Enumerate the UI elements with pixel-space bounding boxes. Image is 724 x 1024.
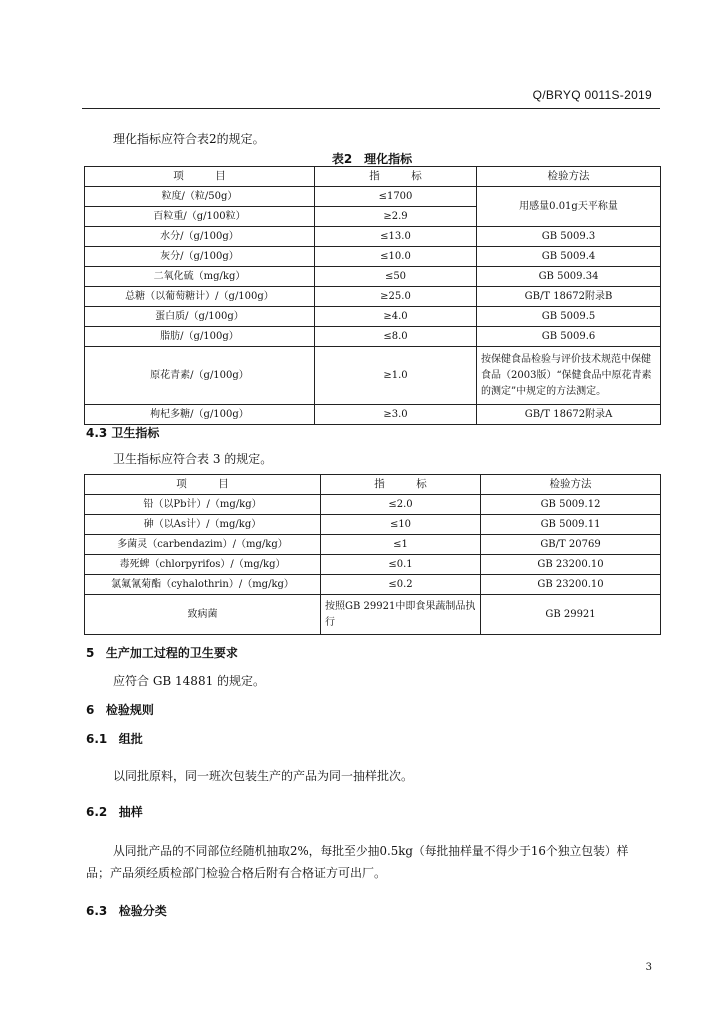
section-6-2-text-line1: 从同批产品的不同部位经随机抽取2%，每批至少抽0.5kg（每批抽样量不得少于16个独立包装）样 bbox=[113, 844, 629, 858]
table3-item: 铅（以Pb计）/（mg/kg） bbox=[85, 495, 321, 515]
table2-value: ≤8.0 bbox=[315, 327, 477, 347]
table-row bbox=[85, 595, 661, 635]
table2-item: 二氧化硫（mg/kg） bbox=[85, 267, 315, 287]
table3-item: 致病菌 bbox=[85, 595, 321, 635]
table2-value: ≥25.0 bbox=[315, 287, 477, 307]
table-row bbox=[85, 307, 661, 327]
table3-col-value: 指 标 bbox=[321, 475, 481, 495]
table2-method: 用感量0.01g天平称量 bbox=[477, 187, 661, 227]
table3-method: GB 29921 bbox=[481, 595, 661, 635]
table2-intro-text: 理化指标应符合表2的规定。 bbox=[113, 132, 265, 146]
table2-value: ≤10.0 bbox=[315, 247, 477, 267]
table3-value: ≤0.2 bbox=[321, 575, 481, 595]
table2-item: 百粒重/（g/100粒） bbox=[85, 207, 315, 227]
table2-item: 水分/（g/100g） bbox=[85, 227, 315, 247]
table3-method: GB 5009.12 bbox=[481, 495, 661, 515]
table2-physicochemical bbox=[84, 166, 661, 425]
table2-method: GB/T 18672附录B bbox=[477, 287, 661, 307]
table2-value: ≤1700 bbox=[315, 187, 477, 207]
table-row bbox=[85, 495, 661, 515]
table3-col-item: 项 目 bbox=[85, 475, 321, 495]
section-6-2-text-line2: 品；产品须经质检部门检验合格后附有合格证方可出厂。 bbox=[86, 866, 387, 880]
table-row bbox=[85, 247, 661, 267]
table2-value: ≤13.0 bbox=[315, 227, 477, 247]
table3-value: ≤1 bbox=[321, 535, 481, 555]
table3-intro-text: 卫生指标应符合表 3 的规定。 bbox=[113, 452, 273, 466]
table2-value: ≥2.9 bbox=[315, 207, 477, 227]
section-5-title: 生产加工过程的卫生要求 bbox=[105, 646, 238, 660]
section-6-2-heading bbox=[86, 803, 143, 820]
table-row bbox=[85, 575, 661, 595]
table2-item: 粒度/（粒/50g） bbox=[85, 187, 315, 207]
table2-value: ≥3.0 bbox=[315, 405, 477, 425]
table2-item: 脂肪/（g/100g） bbox=[85, 327, 315, 347]
table2-method: GB 5009.3 bbox=[477, 227, 661, 247]
table-row bbox=[85, 327, 661, 347]
table2-item: 原花青素/（g/100g） bbox=[85, 347, 315, 405]
table3-value: ≤10 bbox=[321, 515, 481, 535]
section-6-1-text: 以同批原料，同一班次包装生产的产品为同一抽样批次。 bbox=[113, 769, 414, 783]
table-row bbox=[85, 227, 661, 247]
table3-method: GB 23200.10 bbox=[481, 555, 661, 575]
document-code: Q/BRYQ 0011S-2019 bbox=[532, 88, 652, 102]
table3-item: 多菌灵（carbendazim）/（mg/kg） bbox=[85, 535, 321, 555]
table2-value: ≥4.0 bbox=[315, 307, 477, 327]
section-6-1-heading bbox=[86, 730, 143, 747]
table2-value: ≥1.0 bbox=[315, 347, 477, 405]
page-number: 3 bbox=[645, 962, 652, 973]
section-6-3-number: 6.3 bbox=[86, 904, 108, 918]
table2-item: 灰分/（g/100g） bbox=[85, 247, 315, 267]
table-row bbox=[85, 287, 661, 307]
table2-col-method: 检验方法 bbox=[477, 167, 661, 187]
table3-method: GB 23200.10 bbox=[481, 575, 661, 595]
table3-header-row bbox=[85, 475, 661, 495]
table3-col-method: 检验方法 bbox=[481, 475, 661, 495]
table-row bbox=[85, 187, 661, 207]
table2-method: GB 5009.4 bbox=[477, 247, 661, 267]
table-row bbox=[85, 515, 661, 535]
table-row bbox=[85, 405, 661, 425]
section-4-3-heading: 4.3 卫生指标 bbox=[86, 426, 160, 440]
section-6-3-heading bbox=[86, 902, 167, 919]
table2-caption: 表2 理化指标 bbox=[331, 152, 413, 166]
table3-method: GB/T 20769 bbox=[481, 535, 661, 555]
table2-item: 总糖（以葡萄糖计）/（g/100g） bbox=[85, 287, 315, 307]
table2-method: GB 5009.5 bbox=[477, 307, 661, 327]
table2-col-item: 项 目 bbox=[85, 167, 315, 187]
section-6-title: 检验规则 bbox=[105, 703, 154, 717]
table2-method: GB 5009.34 bbox=[477, 267, 661, 287]
table-row bbox=[85, 555, 661, 575]
table-row bbox=[85, 267, 661, 287]
section-5-number: 5 bbox=[86, 646, 95, 660]
table2-method: 按保健食品检验与评价技术规范中保健食品（2003版）“保健食品中原花青素的测定”中规定的方法测定。 bbox=[477, 347, 661, 405]
table3-hygiene bbox=[84, 474, 661, 635]
table2-method: GB 5009.6 bbox=[477, 327, 661, 347]
table3-method: GB 5009.11 bbox=[481, 515, 661, 535]
table3-value: ≤0.1 bbox=[321, 555, 481, 575]
section-6-1-number: 6.1 bbox=[86, 732, 108, 746]
section-6-number: 6 bbox=[86, 703, 95, 717]
table-row bbox=[85, 347, 661, 405]
table3-value: ≤2.0 bbox=[321, 495, 481, 515]
table2-value: ≤50 bbox=[315, 267, 477, 287]
section-6-2-title: 抽样 bbox=[118, 805, 143, 819]
table3-item: 毒死蜱（chlorpyrifos）/（mg/kg） bbox=[85, 555, 321, 575]
section-6-3-title: 检验分类 bbox=[118, 904, 167, 918]
table2-method: GB/T 18672附录A bbox=[477, 405, 661, 425]
table-row bbox=[85, 535, 661, 555]
table2-item: 枸杞多糖/（g/100g） bbox=[85, 405, 315, 425]
table3-item: 氯氟氰菊酯（cyhalothrin）/（mg/kg） bbox=[85, 575, 321, 595]
table2-item: 蛋白质/（g/100g） bbox=[85, 307, 315, 327]
section-5-heading bbox=[86, 644, 238, 661]
section-5-text: 应符合 GB 14881 的规定。 bbox=[113, 674, 266, 688]
table3-item: 砷（以As计）/（mg/kg） bbox=[85, 515, 321, 535]
section-6-2-number: 6.2 bbox=[86, 805, 108, 819]
section-6-1-title: 组批 bbox=[118, 732, 143, 746]
table3-value: 按照GB 29921中即食果蔬制品执行 bbox=[321, 595, 481, 635]
header-rule bbox=[82, 108, 660, 109]
table2-header-row bbox=[85, 167, 661, 187]
section-6-heading bbox=[86, 701, 154, 718]
table2-col-value: 指 标 bbox=[315, 167, 477, 187]
